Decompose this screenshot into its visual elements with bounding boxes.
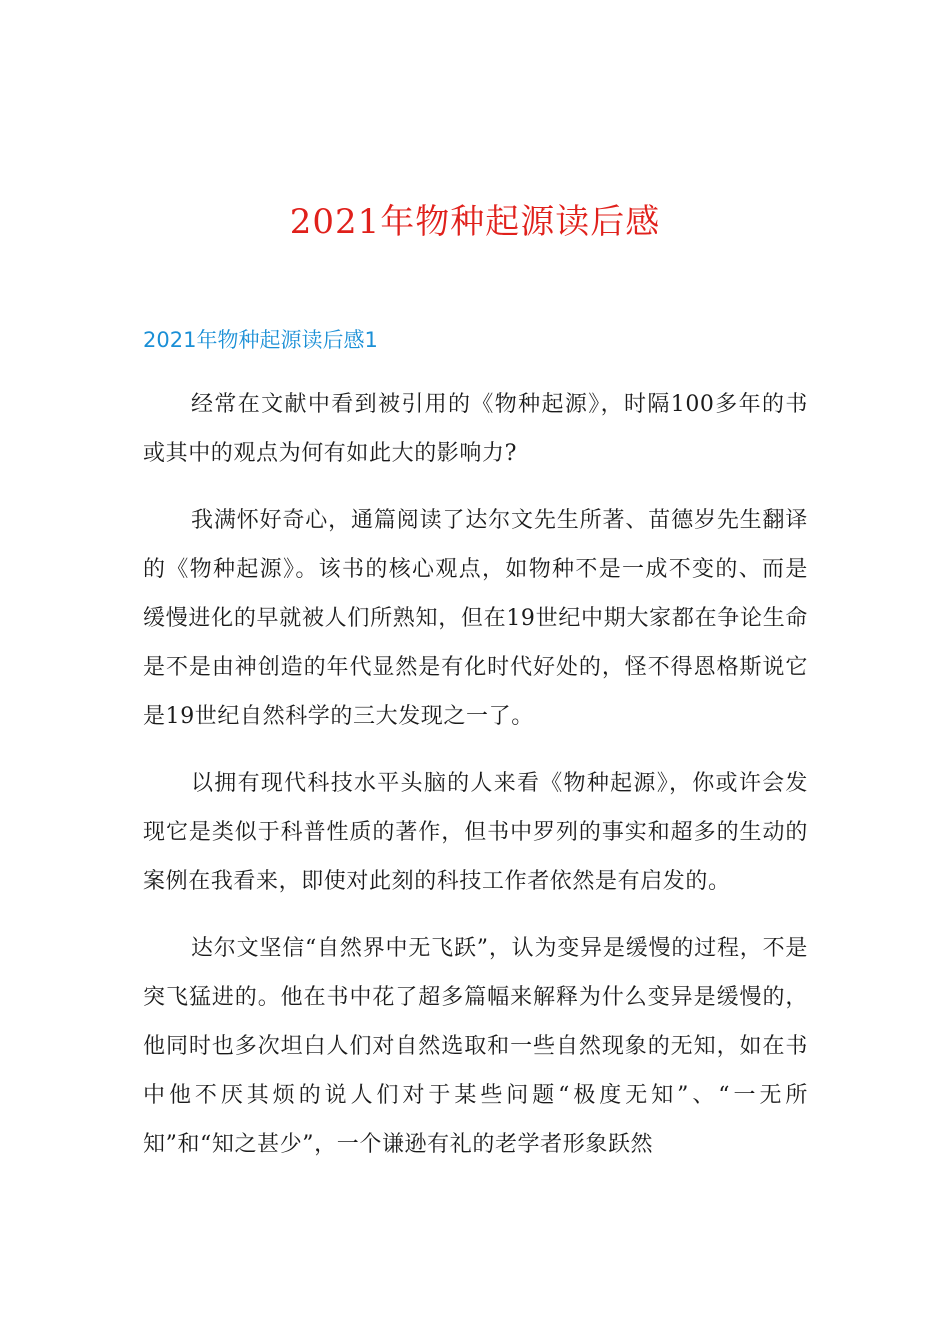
paragraph-3: 以拥有现代科技水平头脑的人来看《物种起源》，你或许会发现它是类似于科普性质的著作，但书中罗列的事实和超多的生动的案例在我看来，即使对此刻的科技工作者依然是有启发的。 (143, 771, 808, 894)
paragraph-2: 我满怀好奇心，通篇阅读了达尔文先生所著、苗德岁先生翻译的《物种起源》。该书的核心观点，如物种不是一成不变的、而是缓慢进化的早就被人们所熟知，但在19世纪中期大家都在争论生命是不是由神创造的年代显然是有化时代好处的，怪不得恩格斯说它是19世纪自然科学的三大发现之一了。 (143, 508, 808, 729)
section-heading: 2021年物种起源读后感1 (143, 328, 378, 352)
document-title: 2021年物种起源读后感 (289, 202, 661, 242)
paragraph-4: 达尔文坚信“自然界中无飞跃”，认为变异是缓慢的过程，不是突飞猛进的。他在书中花了超多篇幅来解释为什么变异是缓慢的，他同时也多次坦白人们对自然选取和一些自然现象的无知，如在书中他不厌其烦的说人们对于某些问题“极度无知”、“一无所知”和“知之甚少”，一个谦逊有礼的老学者形象跃然 (143, 936, 808, 1157)
paragraph-1: 经常在文献中看到被引用的《物种起源》，时隔100多年的书或其中的观点为何有如此大的影响力? (143, 392, 808, 466)
